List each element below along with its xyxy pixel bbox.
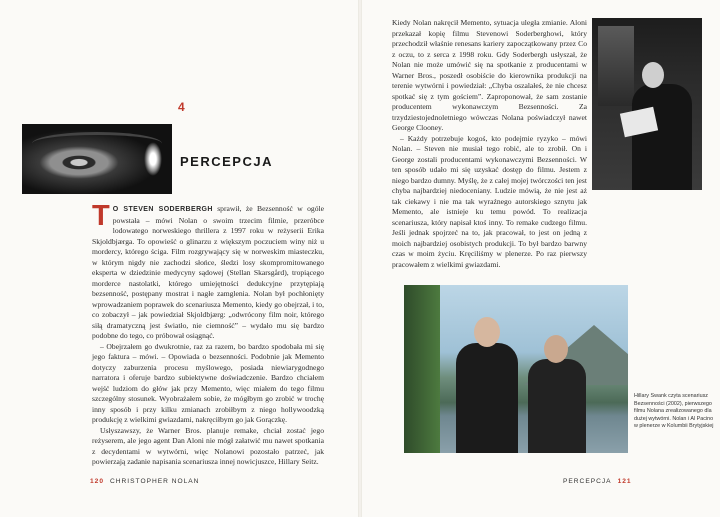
paragraph-3: Usłyszawszy, że Warner Bros. planuje remake, chciał zostać jego reżyserem, ale jego agent Dan Aloni nie mógł załatwić mu nawet spotkania z decydentami w wytwórni, więc Nolanowi pozostało patrzeć, jak powierzają zadanie napisania scenariusza innej nowicjuszce, Hillary Seitz. [92,425,324,466]
figure-face [642,62,664,88]
paragraph-1 [92,200,324,342]
chapter-title: PERCEPCJA [180,154,273,169]
figure-body [632,84,692,190]
book-gutter [358,0,362,517]
drop-cap: T [92,200,110,232]
light-glow [144,142,162,176]
eye-photo [22,124,172,194]
window-shape [598,26,634,106]
paragraph-2: – Obejrzałem go dwukrotnie, raz za razem, bo bardzo spodobała mi się jego faktura – mówi. – Opowiada o bezsenności. Podobnie jak Memento dotyczy zaburzenia procesu myślowego, posiada niewiarygodnego narratora i oferuje bardzo subiektywne doświadczenie. Bardzo chciałem wejść ludziom do głów jak przy Memento, więc miałem do tego filmu szczególny stosunek. Wyobrażałem sobie, że mógłbym go zrobić w trochę inny sposób i przy kilku zmianach zrobiłbym z niego hollywoodzką produkcję z wielkimi gwiazdami, nakręciłbym go jak Gorączkę. [92,341,324,424]
paragraph-1-text: sprawił, że Bezsenność w ogóle powstała – mówi Nolan o swoim trzecim filmie, przeróbce lodowatego norweskiego thrillera z 1997 roku w reżyserii Erika Skjoldbjærga. To opowieść o glinarzu z większym poczuciem winy niż u mordercy, którego ściga. Film rozgrywający się w norweskim miasteczku, w którym nigdy nie zachodzi słońce, śledzi losy skompromitowanego eksperta w dziedzinie medycyny sądowej (Stellan Skarsgård), tropiącego morderce nastolatki, którego umiejętności dedukcyjne przytępiają bezsenność, postępany mostrat i nagłe zamglenia. Nolan był pochłonięty wprowadzaniem poprawek do scenariusza Memento, kiedy go obejrzał, i to, co zobaczył – jak powiedział Skjoldbjærg: „odwrócony film noir, którego siłą dramatyczną jest światło, nie ciemność” – wydało mu się bardzo podobne do tego, co próbował osiągnąć. [92,204,324,340]
eyelash-shape [32,132,162,155]
right-folio [563,478,632,485]
photo-caption: Hillary Swank czyta scenariusz Bezsenności (2002), pierwszego filmu Nolana zrealizowanego dla dużej wytwórni. Nolan i Al Pacino w plenerze w Kolumbii Brytyjskiej [634,393,714,430]
tree-shape [404,285,440,453]
right-paragraph-2: – Każdy potrzebuje kogoś, kto podejmie ryzyko – mówi Nolan. – Steven nie musiał tego robić, ale to zrobił. On i George zostali producentami wykonawczymi Bezsenności. W ten sposób udało mi się uzyskać dostęp do filmu. Jestem z niego bardzo dumny. Myślę, że z całej mojej twórczości ten jest chyba najbardziej niedoceniany. Ludzie mówią, że nie jest aż tak ciekawy i nie ma tak wyraźnego autorskiego sznytu jak Memento, ale istnieje ku temu powód. To realizacja scenariusza, który napisał ktoś inny. To remake cudzego filmu. Jeśli jednak spojrzeć na to, jak pracował, to jest on jedną z moich najbardziej osobistych produkcji. To był bardzo barwny czas w moim życiu. Kręciliśmy w plenerze. Po raz pierwszy pracowałem z wielkimi gwiazdami. [392,133,587,269]
figure-nolan [456,317,518,453]
right-body-text [392,18,587,270]
lead-small-caps: O STEVEN SODERBERGH [112,206,213,213]
figure-pacino [528,335,586,453]
left-folio [90,478,199,485]
nolan-pacino-photo [404,285,628,453]
running-head-left: CHRISTOPHER NOLAN [110,478,200,485]
right-paragraph-1: Kiedy Nolan nakręcił Memento, sytuacja uległa zmianie. Aloni przekazał kopię filmu Stevenowi Soderberghowi, który przechodził właśnie renesans kariery zapoczątkowany przez Co z oczu, to z serca z 1998 roku. Gdy Soderbergh usłyszał, że Nolan nie może umówić się na spotkanie z producentami w Warner Bros., poszedł osobiście do kierownika produkcji na terenie wytwórni i powiedział: „Chyba oszalałeś, że nie chcesz spotkać się z tym gościem”. Zaproponował, że sam zostanie producentem wykonawczym Bezsenności. Za trzydziestojednoletniego wówczas Nolana poświadczył nawet George Clooney. [392,18,587,132]
page-number-right: 121 [617,478,632,485]
left-body-text [92,200,324,468]
running-head-right: PERCEPCJA [563,478,612,485]
page-number-left: 120 [90,478,105,485]
chapter-number: 4 [178,100,185,114]
swank-reading-photo [592,18,702,190]
